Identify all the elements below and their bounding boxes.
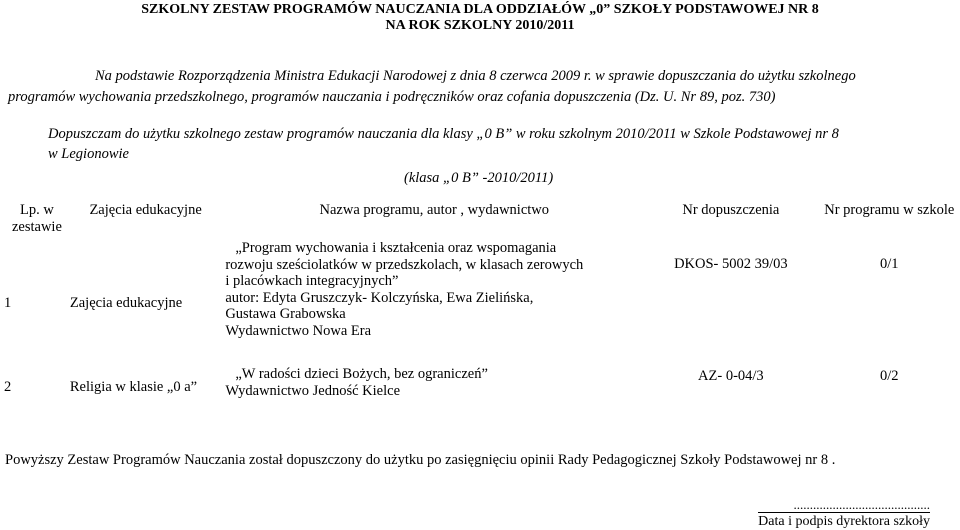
header-nazwa: Nazwa programu, autor , wydawnictwo bbox=[319, 202, 550, 218]
legal-basis-line1: Na podstawie Rozporządzenia Ministra Edukacji Narodowej z dnia 8 czerwca 2009 r. w sprawie dopuszczania do użytku szkolnego bbox=[95, 68, 856, 84]
program-author: Gustawa Grabowska bbox=[225, 306, 346, 322]
cell-nazwa bbox=[221, 366, 643, 408]
program-table bbox=[0, 202, 960, 408]
cell-zajecia: Religia w klasie „0 a” bbox=[69, 378, 198, 395]
cell-nr-dopuszczenia: DKOS- 5002 39/03 bbox=[674, 256, 788, 272]
legal-basis bbox=[8, 66, 956, 108]
permit-statement-line1: Dopuszczam do użytku szkolnego zestaw programów nauczania dla klasy „0 B” w roku szkolnym 2010/2011 w Szkole Podstawowej nr 8 bbox=[48, 126, 839, 142]
cell-nr-programu: 0/2 bbox=[880, 368, 899, 384]
cell-lp: 1 bbox=[4, 294, 12, 311]
cell-nr-dopuszczenia: AZ- 0-04/3 bbox=[698, 368, 764, 384]
program-title-line: rozwoju sześciolatków w przedszkolach, w klasach zerowych bbox=[225, 256, 584, 273]
document-title-line2: NA ROK SZKOLNY 2010/2011 bbox=[385, 18, 575, 33]
document-title-line1: SZKOLNY ZESTAW PROGRAMÓW NAUCZANIA DLA ODDZIAŁÓW „0” SZKOŁY PODSTAWOWEJ NR 8 bbox=[141, 2, 819, 17]
program-title-line: „Program wychowania i kształcenia oraz wspomagania bbox=[235, 240, 557, 256]
legal-basis-line2: programów wychowania przedszkolnego, programów nauczania i podręczników oraz cofania dopuszczenia (Dz. U. Nr 89, poz. 730) bbox=[8, 89, 776, 105]
program-title-line: i placówkach integracyjnych” bbox=[225, 273, 399, 289]
header-zajecia: Zajęcia edukacyjne bbox=[89, 202, 202, 218]
header-lp: Lp. w zestawie bbox=[11, 202, 62, 235]
table-header-row bbox=[0, 202, 960, 240]
cell-zajecia: Zajęcia edukacyjne bbox=[69, 294, 183, 311]
program-title-line: „W radości dzieci Bożych, bez ograniczeń” bbox=[235, 366, 488, 382]
cell-nr-programu: 0/1 bbox=[880, 256, 899, 272]
program-publisher: Wydawnictwo Nowa Era bbox=[225, 322, 372, 339]
cell-nazwa bbox=[221, 240, 643, 366]
cell-lp: 2 bbox=[4, 378, 12, 395]
table-row bbox=[0, 240, 960, 366]
table-row bbox=[0, 366, 960, 408]
permit-statement-line2: w Legionowie bbox=[48, 146, 129, 162]
approval-note: Powyższy Zestaw Programów Nauczania został dopuszczony do użytku po zasięgnięciu opinii Rady Pedagogicznej Szkoły Podstawowej nr 8 . bbox=[5, 452, 836, 468]
header-nr-programu: Nr programu w szkole bbox=[824, 202, 955, 218]
signature-label: Data i podpis dyrektora szkoły bbox=[758, 514, 930, 529]
program-publisher: Wydawnictwo Jedność Kielce bbox=[225, 382, 401, 399]
class-label: (klasa „0 B” -2010/2011) bbox=[404, 170, 554, 186]
header-nr-dopuszczenia: Nr dopuszczenia bbox=[682, 202, 780, 218]
program-author: autor: Edyta Gruszczyk- Kolczyńska, Ewa Zielińska, bbox=[225, 289, 534, 306]
signature-line: .......................................... bbox=[793, 497, 930, 512]
permit-statement bbox=[48, 124, 956, 164]
